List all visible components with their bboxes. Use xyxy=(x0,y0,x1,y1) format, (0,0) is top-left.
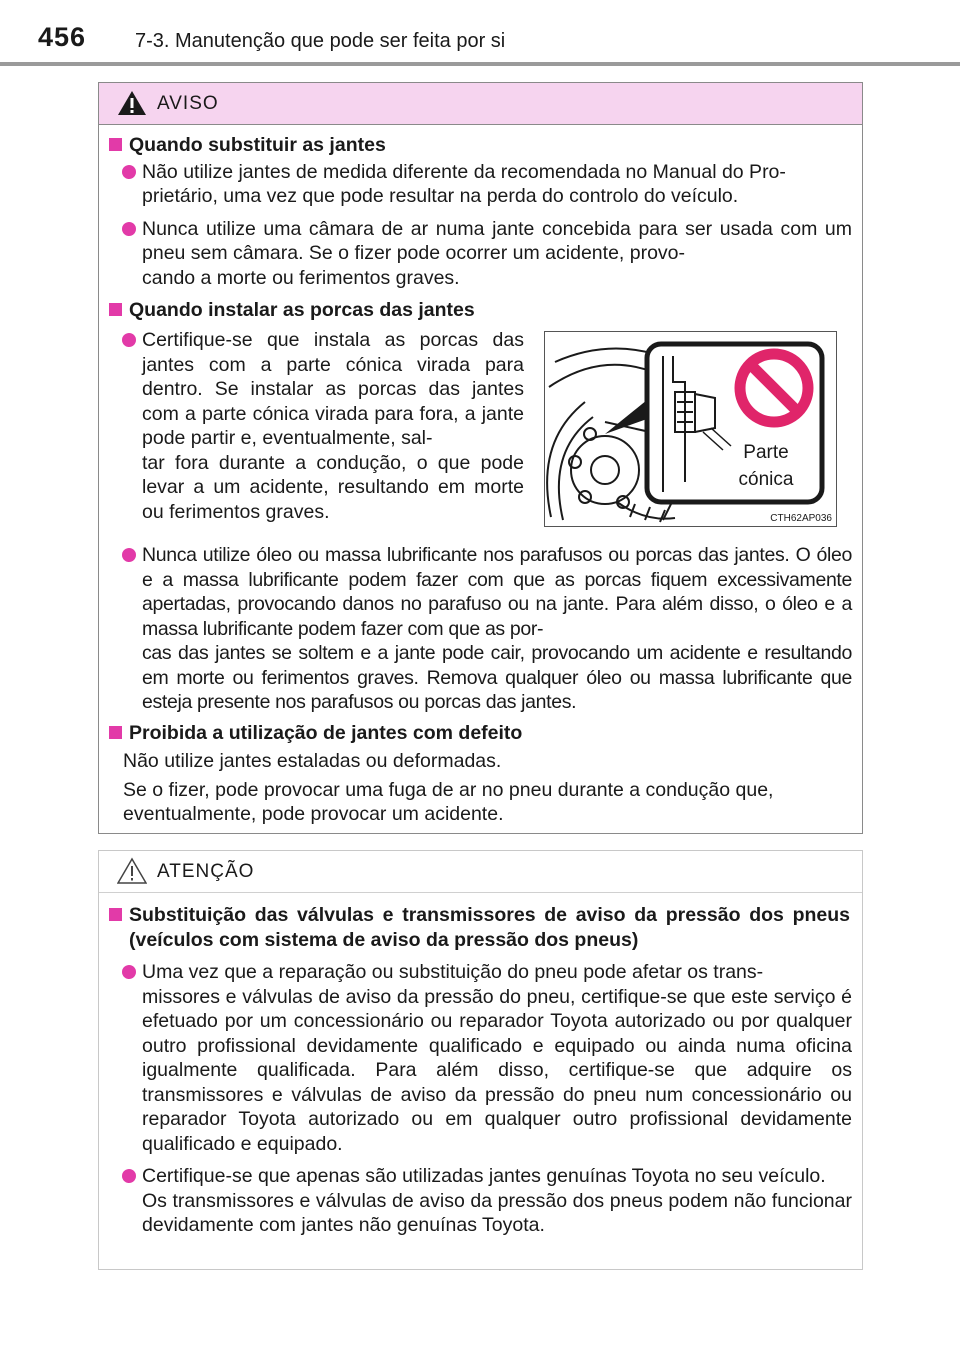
warning-box-title: AVISO xyxy=(157,93,219,114)
conical-part-label: cónica xyxy=(738,469,794,490)
list-item: Certifique-se que apenas são utilizadas jantes genuínas Toyota no seu veículo. xyxy=(109,1164,852,1189)
square-bullet-icon xyxy=(109,726,122,739)
list-item-continuation: Os transmissores e válvulas de aviso da pressão dos pneus podem não funcionar devidamente com jantes não genuínas Toyota. xyxy=(142,1189,852,1236)
caution-box-header xyxy=(99,851,862,893)
square-bullet-icon xyxy=(109,138,122,151)
list-item: Não utilize jantes de medida diferente da recomendada no Manual do Pro- prietário, uma vez que pode resultar na perda do controlo do veículo. xyxy=(109,160,852,209)
header-rule xyxy=(0,62,960,66)
page-number: 456 xyxy=(38,22,87,52)
warning-triangle-icon xyxy=(117,89,147,117)
bullet-dot-icon xyxy=(122,165,136,179)
figure-code: CTH62AP036 xyxy=(770,513,832,524)
wheel-nut-figure xyxy=(544,331,837,527)
section-heading: Quando instalar as porcas das jantes xyxy=(109,298,852,323)
section-heading: Substituição das válvulas e transmissores de aviso da pressão dos pneus (veículos com sistema de aviso da pressão dos pneus) xyxy=(109,903,852,952)
bullet-dot-icon xyxy=(122,222,136,236)
list-item: Certifique-se que instala as porcas das jantes com a parte cónica virada para dentro. Se instalar as porcas das jantes com a parte cónica virada para fora, a jante pode partir e, eventualmente, sal- tar fora durante a condução, o que pode levar a um acidente, resultando em morte ou ferimentos graves. xyxy=(109,328,524,524)
list-item: Nunca utilize uma câmara de ar numa jante concebida para ser usada com um pneu sem câmara. Se o fizer pode ocorrer um acidente, provo- cando a morte ou ferimentos graves. xyxy=(109,217,852,291)
bullet-dot-icon xyxy=(122,1169,136,1183)
caution-box xyxy=(98,850,863,1270)
wheel-illustration xyxy=(545,332,838,528)
body-text: Se o fizer, pode provocar uma fuga de ar no pneu durante a condução que, eventualmente, pode provocar um acidente. xyxy=(123,778,774,825)
list-item: Nunca utilize óleo ou massa lubrificante nos parafusos ou porcas das jantes. O óleo e a massa lubrificante podem fazer com que as porcas fiquem excessivamente apertadas, provocando danos no parafuso ou na jante. Para além disso, o óleo e a massa lubrificante podem fazer com que as por- cas das jantes se soltem e a jante pode cair, provocando um acidente e resultando em morte ou ferimentos graves. Remova qualquer óleo ou massa lubrificante que esteja presente nos parafusos ou porcas das jantes. xyxy=(109,543,852,715)
bullet-dot-icon xyxy=(122,333,136,347)
warning-section-2 xyxy=(109,543,852,827)
nut-install-text xyxy=(109,328,524,524)
list-item: Uma vez que a reparação ou substituição do pneu pode afetar os trans- missores e válvulas de aviso da pressão do pneu, certifique-se que este serviço é efetuado por um concessionário ou reparador Toyota autorizado ou por qualquer outro profissional devidamente qualificado e equipado ou ainda numa oficina igualmente qualificada. Para além disso, certifique-se que adquire os transmissores e válvulas de aviso da pressão do pneu num concessionário ou reparador Toyota autorizado ou em qualquer outro profissional devidamente qualificado e equipado. xyxy=(109,960,852,1156)
warning-section-1 xyxy=(109,133,852,323)
warning-box-header xyxy=(99,83,862,125)
square-bullet-icon xyxy=(109,303,122,316)
caution-box-title: ATENÇÃO xyxy=(157,861,255,882)
body-text: Não utilize jantes estaladas ou deformadas. xyxy=(123,750,502,772)
square-bullet-icon xyxy=(109,908,122,921)
bullet-dot-icon xyxy=(122,548,136,562)
caution-triangle-icon xyxy=(117,857,147,885)
section-heading: Quando substituir as jantes xyxy=(109,133,852,158)
conical-part-label: Parte xyxy=(743,442,789,463)
page-header xyxy=(38,22,938,66)
caution-section xyxy=(109,903,852,1238)
section-heading: Proibida a utilização de jantes com defeito xyxy=(109,721,852,746)
bullet-dot-icon xyxy=(122,965,136,979)
section-title: 7-3. Manutenção que pode ser feita por si xyxy=(135,30,506,52)
